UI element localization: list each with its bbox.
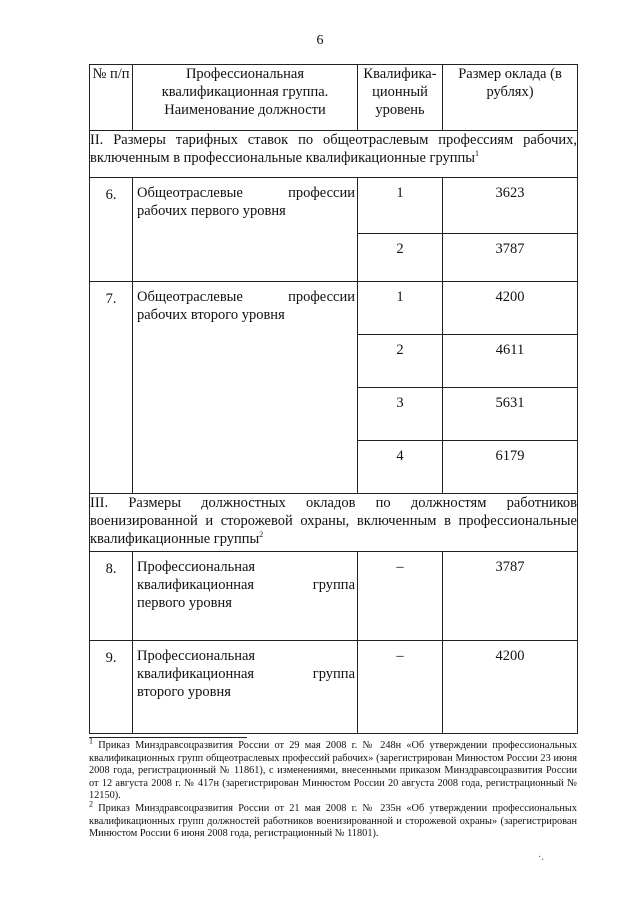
corner-mark: ·. [538,852,544,863]
row-level: 2 [358,234,443,282]
row-num: 8. [90,552,133,641]
header-num: № п/п [90,65,133,131]
footnote-ref: 2 [259,530,264,540]
row-salary: 3623 [443,178,578,234]
row-num: 7. [90,282,133,494]
salary-table [89,64,578,734]
row-level: – [358,641,443,734]
row-name: Профессиональная квалификационная группа первого уровня [133,552,358,641]
section-3-title: III. Размеры должностных окладов по должностям работников военизированной и сторожевой охраны, включенным в профессиональные квалификационные группы$^2$ [90,494,578,552]
row-num: 9. [90,641,133,734]
section-row [90,494,578,552]
table-row [90,552,578,641]
header-salary: Размер оклада (в рублях) [443,65,578,131]
table-row [90,282,578,335]
footnote-ref: 1 [475,149,480,159]
row-level: 4 [358,441,443,494]
footnote-2: $^2$ Приказ Минздравсоцразвития России от 21 мая 2008 г. № 235н «Об утверждении профессиональных квалификационных групп должностей работников военизированной и сторожевой охраны» (зарегистрирован Минюстом России 6 июня 2008 года, регистрационный № 11801). [89,799,578,840]
row-salary: 3787 [443,552,578,641]
row-salary: 4200 [443,641,578,734]
row-salary: 6179 [443,441,578,494]
footnote-divider [89,737,247,738]
row-num: 6. [90,178,133,282]
row-level: 1 [358,282,443,335]
section-2-title: II. Размеры тарифных ставок по общеотраслевым профессиям рабочих, включенным в профессиональные квалификационные группы$^1$ [90,131,578,178]
footnotes [89,736,578,841]
row-name: Общеотраслевые профессии рабочих первого уровня [133,178,358,282]
header-level: Квалифика-ционный уровень [358,65,443,131]
row-salary: 3787 [443,234,578,282]
row-salary: 4611 [443,335,578,388]
row-name: Профессиональная квалификационная группа второго уровня [133,641,358,734]
page-number: 6 [316,33,324,48]
table-row [90,178,578,234]
section-row [90,131,578,178]
row-name: Общеотраслевые профессии рабочих второго уровня [133,282,358,494]
row-salary: 4200 [443,282,578,335]
row-level: 1 [358,178,443,234]
header-group: Профессиональная квалификационная группа. Наименование должности [133,65,358,131]
footnote-1: $^1$ Приказ Минздравсоцразвития России от 29 мая 2008 г. № 248н «Об утверждении профессиональных квалификационных групп общеотраслевых профессий рабочих» (зарегистрирован Минюстом России 23 июня 2008 года, регистрационный № 11861), с изменениями, внесенными приказом Минздравсоцразвития России от 12 августа 2008 г. № 417н (зарегистрирован Минюстом России 20 августа 2008 года, регистрационный № 12150). [89,736,578,802]
table-row [90,641,578,734]
row-salary: 5631 [443,388,578,441]
table-header-row [90,65,578,131]
row-level: 2 [358,335,443,388]
row-level: 3 [358,388,443,441]
row-level: – [358,552,443,641]
